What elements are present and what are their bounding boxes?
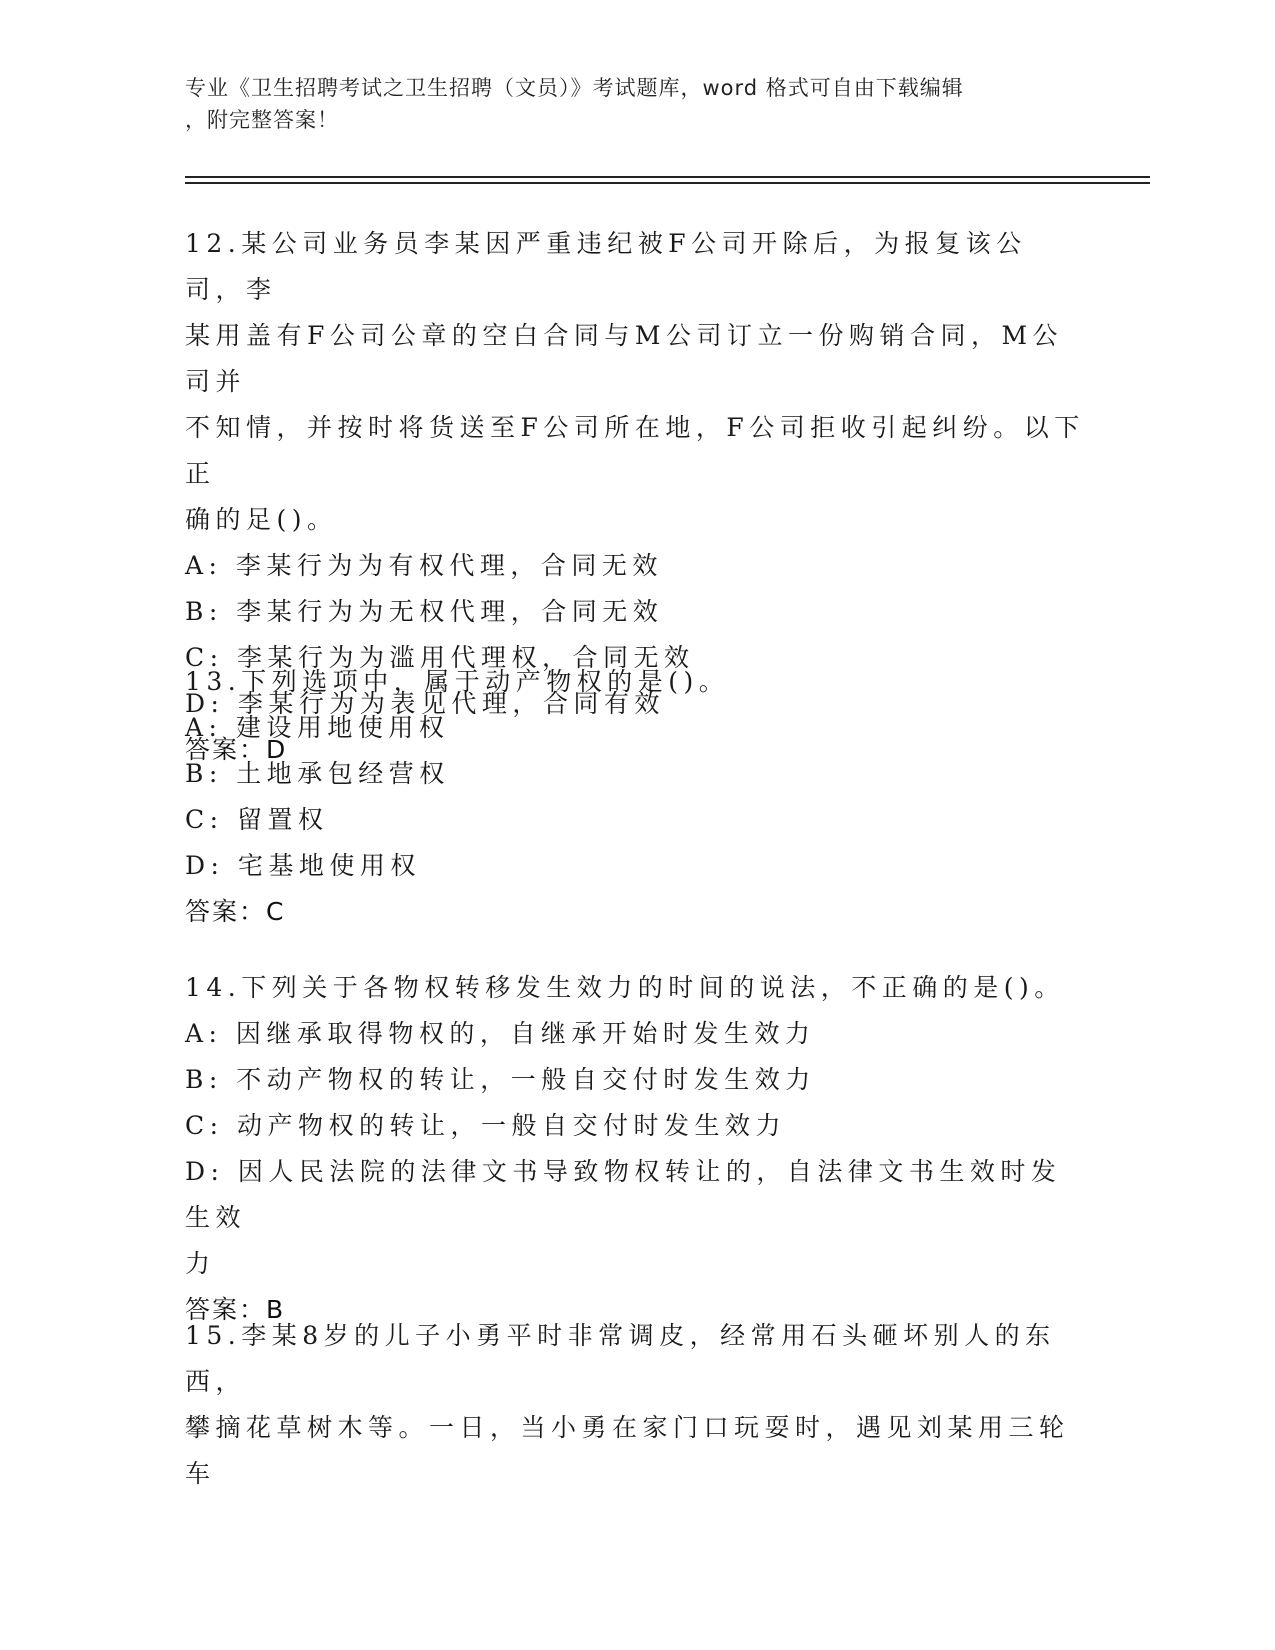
option-d: D: 因人民法院的法律文书导致物权转让的，自法律文书生效时发生效 bbox=[185, 1157, 1062, 1232]
question-stem-line: 攀摘花草树木等。一日，当小勇在家门口玩耍时，遇见刘某用三轮车 bbox=[185, 1413, 1070, 1488]
question-stem-line: 15.李某8岁的儿子小勇平时非常调皮，经常用石头砸坏别人的东西， bbox=[185, 1321, 1056, 1396]
answer-line: 答案：D bbox=[185, 735, 288, 764]
header-divider-top bbox=[185, 176, 1150, 178]
answer-line: 答案：B bbox=[185, 1295, 286, 1324]
question-stem-line: 12.某公司业务员李某因严重违纪被F公司开除后，为报复该公司，李 bbox=[185, 229, 1027, 304]
option-c: C: 留置权 bbox=[185, 805, 329, 834]
question-15 bbox=[185, 1313, 1085, 1497]
answer-line: 答案：C bbox=[185, 897, 286, 926]
option-a: A: 建设用地使用权 bbox=[185, 713, 450, 742]
option-c: C: 李某行为为滥用代理权，合同无效 bbox=[185, 643, 695, 672]
header-divider-bottom bbox=[185, 182, 1150, 184]
question-stem-line: 不知情，并按时将货送至F公司所在地，F公司拒收引起纠纷。以下正 bbox=[185, 413, 1085, 488]
option-b: B: 土地承包经营权 bbox=[185, 759, 450, 788]
option-d: D: 宅基地使用权 bbox=[185, 851, 421, 880]
question-stem-line: 13.下列选项中，属于动产物权的是()。 bbox=[185, 667, 730, 696]
option-d: D: 李某行为为表见代理，合同有效 bbox=[185, 689, 665, 718]
option-a: A: 李某行为为有权代理，合同无效 bbox=[185, 551, 663, 580]
option-d-continuation: 力 bbox=[185, 1249, 216, 1278]
option-a: A: 因继承取得物权的，自继承开始时发生效力 bbox=[185, 1019, 816, 1048]
question-stem-line: 14.下列关于各物权转移发生效力的时间的说法，不正确的是()。 bbox=[185, 973, 1065, 1002]
option-b: B: 李某行为为无权代理，合同无效 bbox=[185, 597, 664, 626]
header-line-2: ，附完整答案！ bbox=[185, 108, 339, 132]
option-c: C: 动产物权的转让，一般自交付时发生效力 bbox=[185, 1111, 786, 1140]
question-13 bbox=[185, 659, 1085, 935]
question-14 bbox=[185, 965, 1085, 1333]
question-stem-line: 某用盖有F公司公章的空白合同与M公司订立一份购销合同，M公司并 bbox=[185, 321, 1064, 396]
option-b: B: 不动产物权的转让，一般自交付时发生效力 bbox=[185, 1065, 816, 1094]
document-header bbox=[185, 72, 1065, 136]
question-stem-line: 确的足()。 bbox=[185, 505, 338, 534]
header-line-1: 专业《卫生招聘考试之卫生招聘（文员）》考试题库，word 格式可自由下载编辑 bbox=[185, 76, 964, 100]
